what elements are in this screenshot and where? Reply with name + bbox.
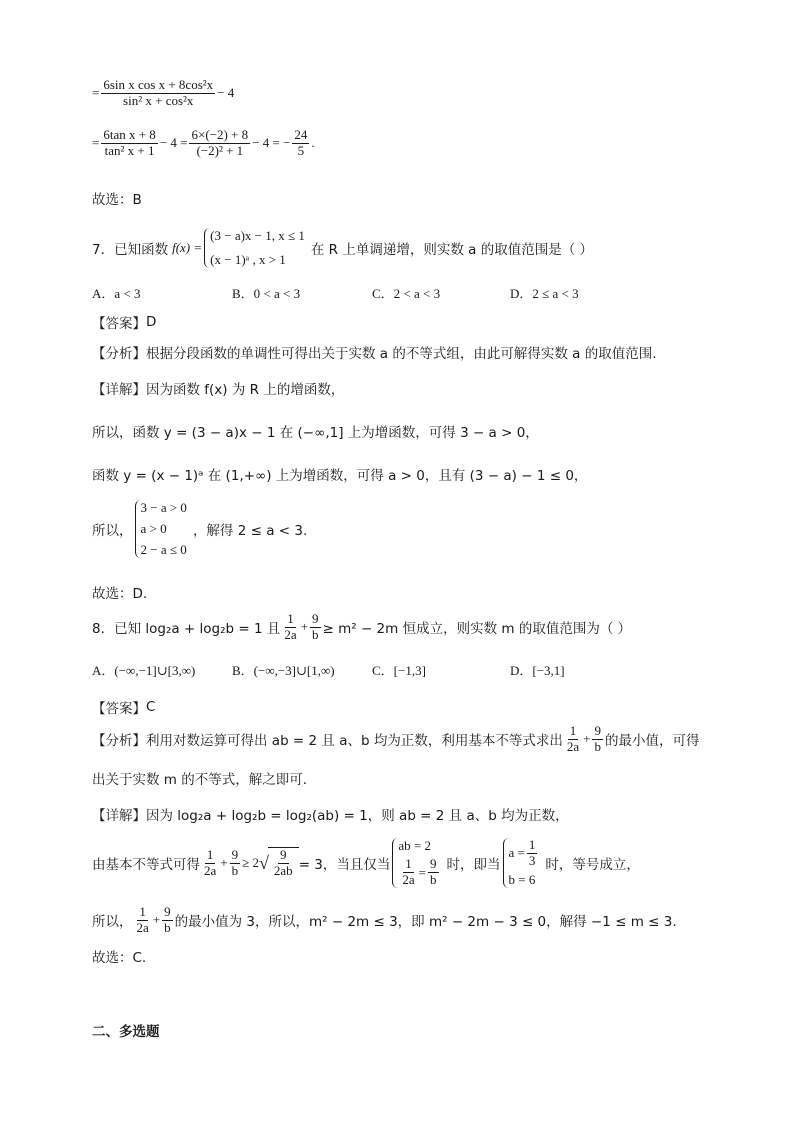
fraction-denominator: 2a: [136, 919, 149, 935]
detail-text: ≥ 2: [242, 855, 260, 870]
q7-detail-1: [92, 378, 344, 398]
q7-answer: [92, 312, 156, 332]
analysis-tag: 【分析】: [92, 733, 146, 750]
sqrt-symbol: √ $\frac{9}{2ab}$: [259, 847, 299, 879]
q7-detail-3: 函数 y = (x − 1)ᵃ 在 (1,+∞) 上为增函数，可得 a > 0，且有 (3 − a) − 1 ≤ 0，: [92, 468, 588, 484]
q7-case-2: (x − 1)ᵃ , x > 1: [210, 252, 286, 267]
q8-analysis-cont: 出关于实数 m 的不等式，解之即可.: [92, 772, 308, 788]
answer-line-b: 故选：B: [92, 192, 142, 208]
fraction-numerator: 1: [405, 856, 412, 872]
section-title-multi-choice: 二、多选题: [92, 1024, 160, 1040]
fraction-denominator: b: [312, 626, 319, 642]
q8-option-d: D．[−3,1]: [510, 663, 565, 678]
system-row: ab = 2: [398, 838, 431, 853]
system-row: 2 − a ≤ 0: [140, 542, 187, 557]
fraction-denominator: 2a: [284, 626, 297, 642]
fraction-denominator: 2a: [402, 872, 415, 888]
fraction-denominator: tan² x + 1: [104, 142, 155, 158]
q7-piecewise: [204, 228, 305, 268]
fraction-denominator: 2a: [204, 862, 217, 878]
fraction-numerator: 9: [594, 723, 601, 738]
detail-text: 的最小值为 3，所以，m² − 2m ≤ 3，即 m² − 2m − 3 ≤ 0，解得 −1 ≤ m ≤ 3.: [174, 914, 677, 931]
analysis-text: 利用对数运算可得出 ab = 2 且 a、b 均为正数，利用基本不等式求出: [146, 733, 563, 750]
fraction-numerator: 1: [528, 837, 536, 852]
fraction-numerator: 6tan x + 8: [103, 127, 156, 142]
system-row: 3 − a > 0: [140, 500, 187, 515]
fraction-denominator: 2ab: [273, 863, 293, 878]
system-row: [509, 838, 540, 869]
detail-text: 所以，: [92, 914, 133, 931]
analysis-tag: 【分析】: [92, 346, 146, 362]
system-row: b = 6: [508, 872, 536, 887]
q7-option-b: B．0 < a < 3: [232, 286, 301, 301]
detail-text: = 3，当且仅当: [298, 857, 391, 873]
fraction-numerator: 24: [294, 127, 308, 142]
q8-analysis: 【分析】 利用对数运算可得出 ab = 2 且 a、b 均为正数，利用基本不等式求出 $\frac{1}{2a}$ + $\frac{9}{b}$ 的最小值，可得: [92, 723, 700, 754]
q8-final: 故选：C.: [92, 950, 147, 966]
detail-text: 时，即当: [446, 857, 501, 873]
fraction-denominator: 5: [297, 142, 305, 158]
plus-sign: +: [300, 619, 308, 635]
q8-detail-3: 所以， $\frac{1}{2a}$ + $\frac{9}{b}$ 的最小值为 3，所以，m² − 2m ≤ 3，即 m² − 2m − 3 ≤ 0，解得 −1 ≤ m ≤ 3.: [92, 904, 677, 935]
q8-option-b: B．(−∞,−3]∪[1,∞): [232, 663, 335, 678]
fraction-numerator: 1: [139, 904, 146, 919]
q8-stem-prefix: 8．已知 log₂a + log₂b = 1 且: [92, 621, 281, 638]
q7-detail-2: 所以，函数 y = (3 − a)x − 1 在 (−∞,1] 上为增函数，可得 3 − a > 0，: [92, 425, 539, 441]
fraction-numerator: 9: [280, 847, 287, 863]
fraction-denominator: b: [164, 919, 171, 935]
q7-options: [92, 283, 579, 302]
answer-tag: 【答案】: [92, 701, 146, 717]
analysis-text: 的最小值，可得: [604, 733, 700, 750]
equation-text: a =: [508, 845, 525, 861]
q7-stem-suffix: 在 R 上单调递增，则实数 a 的取值范围是（ ）: [310, 242, 593, 258]
fraction-numerator: 6×(−2) + 8: [191, 127, 249, 142]
detail-text: 所以，: [92, 523, 133, 539]
detail-text: 时，等号成立，: [545, 857, 640, 873]
q8-option-a: A．(−∞,−1]∪[3,∞): [92, 663, 196, 678]
q7-final: 故选：D.: [92, 586, 148, 602]
q7-stem-prefix: 7．已知函数: [92, 242, 169, 258]
detail-tag: 【详解】: [92, 382, 146, 398]
detail-text: 由基本不等式可得: [92, 857, 200, 873]
fraction-denominator: sin² x + cos²x: [123, 92, 194, 108]
q7-detail-4: [92, 500, 307, 558]
system-row: [398, 857, 440, 888]
q8-options: [92, 660, 565, 679]
fraction-numerator: 9: [430, 856, 437, 872]
q7-option-d: D．2 ≤ a < 3: [510, 286, 579, 301]
q7-analysis: [92, 342, 657, 362]
derivation-text: − 4 =: [159, 135, 188, 151]
fraction-numerator: 1: [206, 846, 214, 862]
fraction-numerator: 1: [287, 611, 294, 626]
q8-detail-1: [92, 804, 569, 824]
derivation-text: − 4 = −: [252, 135, 291, 151]
detail-text: ，解得 2 ≤ a < 3.: [192, 523, 308, 539]
detail-text: 因为函数 f(x) 为 R 上的增函数，: [146, 382, 345, 398]
system-row: a > 0: [140, 521, 167, 536]
q7-inequality-system: [135, 500, 187, 558]
q7-stem: [92, 228, 593, 268]
q7-option-a: A．a < 3: [92, 286, 141, 301]
q8-system-1: [392, 838, 440, 888]
fraction-denominator: 3: [528, 852, 536, 868]
q8-option-c: C．[−1,3]: [372, 663, 426, 678]
q8-stem-suffix: ≥ m² − 2m 恒成立，则实数 m 的取值范围为（ ）: [322, 621, 632, 638]
equals-sign: =: [418, 864, 427, 880]
analysis-text: 根据分段函数的单调性可得出关于实数 a 的不等式组，由此可解得实数 a 的取值范围.: [146, 346, 657, 362]
fraction-numerator: 1: [569, 723, 577, 738]
q8-detail-2: 由基本不等式可得 $\frac{1}{2a}$ + $\frac{9}{b}$ ≥ 2 √ $\frac{9}{2ab}$ = 3，当且仅当 ab = 2 $\frac{1}{2a}$ = $\frac{9}{b}$ 时，即当 a = $\frac{1}{3}$ b = 6 时，等号成立，: [92, 837, 640, 888]
fraction-denominator: b: [231, 862, 239, 878]
derivation-line-1: = $\frac{\text{6sin x cos x + 8cos²x}}{\text{sin² x + cos²x}}$ − 4: [92, 77, 235, 108]
fraction-denominator: b: [594, 738, 601, 754]
q8-system-2: [503, 838, 540, 888]
answer-value: C: [146, 699, 156, 715]
answer-value: D: [146, 314, 157, 330]
fraction-numerator: 9: [312, 611, 319, 626]
q7-case-1: (3 − a)x − 1, x ≤ 1: [210, 228, 305, 243]
q8-answer: [92, 697, 155, 717]
derivation-line-2: = $\frac{\text{6tan x + 8}}{\text{tan² x + 1}}$ − 4 = $\frac{6\times(-2) + 8}{\text{(−2)² + 1}}$ − 4 = − $\frac{24}{5}$ .: [92, 127, 315, 158]
fraction-denominator: (−2)² + 1: [196, 142, 244, 158]
fraction-numerator: 6sin x cos x + 8cos²x: [103, 77, 214, 92]
q7-func-name: f(x) =: [172, 240, 203, 255]
detail-tag: 【详解】: [92, 808, 146, 824]
fraction-numerator: 9: [164, 904, 171, 919]
answer-tag: 【答案】: [92, 316, 146, 332]
q8-stem: [92, 612, 631, 643]
q7-option-c: C．2 < a < 3: [372, 286, 441, 301]
fraction-numerator: 9: [231, 846, 239, 862]
detail-text: 因为 log₂a + log₂b = log₂(ab) = 1，则 ab = 2 且 a、b 均为正数，: [146, 808, 569, 824]
derivation-tail: − 4: [217, 85, 235, 101]
fraction-denominator: b: [430, 872, 437, 888]
fraction-denominator: 2a: [566, 738, 580, 754]
